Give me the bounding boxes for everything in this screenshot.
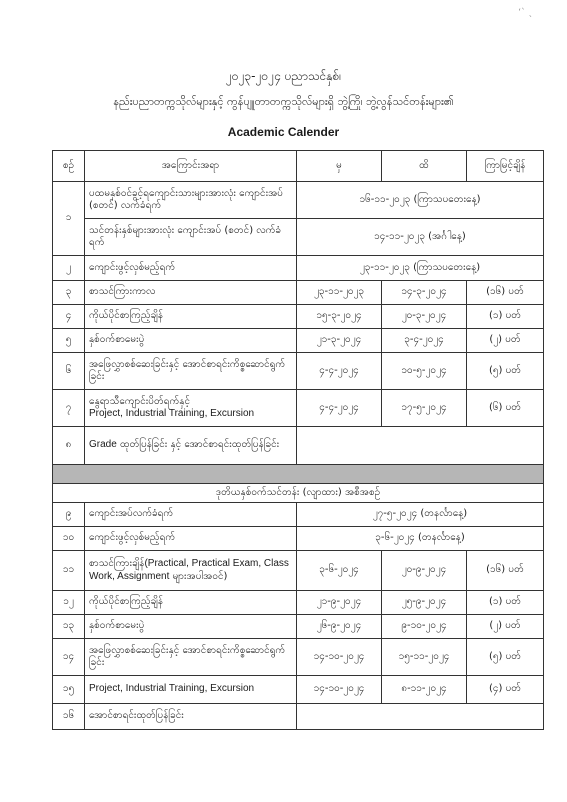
row-no: ၆ bbox=[53, 353, 85, 390]
row-date: ၂၃-၁၁-၂၀၂၃ (ကြာသပတေးနေ့) bbox=[297, 256, 544, 281]
table-row bbox=[53, 390, 544, 427]
row-no: ၁၁ bbox=[53, 551, 85, 591]
row-date: ၁၆-၁၁-၂၀၂၃ (ကြာသပတေးနေ့) bbox=[297, 182, 544, 219]
table-row bbox=[53, 329, 544, 353]
academic-calendar-table bbox=[52, 150, 544, 730]
row-activity: နှစ်ဝက်စာမေးပွဲ bbox=[85, 329, 297, 353]
row-from: ၂၁-၃-၂၀၂၄ bbox=[297, 329, 382, 353]
row-from: ၄-၄-၂၀၂၄ bbox=[297, 353, 382, 390]
table-row bbox=[53, 281, 544, 305]
row-activity bbox=[85, 390, 297, 427]
row-activity: အဖြေလွှာစစ်ဆေးခြင်းနှင့် အောင်စာရင်းကိစ္စဆောင်ရွက်ခြင်း bbox=[85, 639, 297, 676]
row-no: ၁ bbox=[53, 182, 85, 256]
row-activity: သင်တန်းနှစ်များအားလုံး ကျောင်းအပ် (စတင်) လက်ခံရက် bbox=[85, 219, 297, 256]
row-activity: ကိုယ်ပိုင်စာကြည့်ချိန် bbox=[85, 305, 297, 329]
table-row bbox=[53, 182, 544, 219]
table-row bbox=[53, 353, 544, 390]
row-no: ၉ bbox=[53, 503, 85, 527]
table-row bbox=[53, 551, 544, 591]
row-activity: စာသင်ကြားကာလ bbox=[85, 281, 297, 305]
table-row bbox=[53, 639, 544, 676]
row-duration: (၁၆) ပတ် bbox=[467, 281, 544, 305]
section-title-row bbox=[53, 484, 544, 503]
row-date: ၂၇-၅-၂၀၂၄ (တနင်္လာနေ့) bbox=[297, 503, 544, 527]
row-from: ၁၄-၁၀-၂၀၂၄ bbox=[297, 639, 382, 676]
row-duration: (၆) ပတ် bbox=[467, 390, 544, 427]
row-date-empty bbox=[297, 704, 544, 730]
row-to: ၂၀-၉-၂၀၂၄ bbox=[382, 551, 467, 591]
row-no: ၁၅ bbox=[53, 676, 85, 704]
row-no: ၁၃ bbox=[53, 615, 85, 639]
row-no: ၄ bbox=[53, 305, 85, 329]
header-activity: အကြောင်းအရာ bbox=[85, 151, 297, 182]
row-no: ၁၄ bbox=[53, 639, 85, 676]
row-activity-text: ထုတ်ပြန်ခြင်း နှင့် အောင်စာရင်းထုတ်ပြန်ခြင်း bbox=[119, 439, 280, 451]
row-activity bbox=[85, 551, 297, 591]
row-activity-text: စာသင်ကြားချိန် bbox=[89, 558, 145, 569]
row-to: ၂၅-၉-၂၀၂၄ bbox=[382, 591, 467, 615]
row-activity-en: Grade bbox=[89, 439, 117, 451]
row-date: ၃-၆-၂၀၂၄ (တနင်္လာနေ့) bbox=[297, 527, 544, 551]
row-from: ၂၃-၁၁-၂၀၂၃ bbox=[297, 281, 382, 305]
row-to: ၉-၁၀-၂၀၂၄ bbox=[382, 615, 467, 639]
row-from: ၄-၄-၂၀၂၄ bbox=[297, 390, 382, 427]
row-activity-tail: များအပါအဝင်) bbox=[172, 570, 228, 582]
header-duration: ကြာမြင့်ချိန် bbox=[467, 151, 544, 182]
row-date-empty bbox=[297, 427, 544, 465]
row-activity: ပထမနှစ်ဝင်ခွင့်ရကျောင်းသားများအားလုံး ကျောင်းအပ် (စတင်) လက်ခံရက် bbox=[85, 182, 297, 219]
row-duration: (၂) ပတ် bbox=[467, 329, 544, 353]
row-activity: အဖြေလွှာစစ်ဆေးခြင်းနှင့် အောင်စာရင်းကိစ္စဆောင်ရွက်ခြင်း bbox=[85, 353, 297, 390]
header-from: မှ bbox=[297, 151, 382, 182]
row-activity: ကျောင်းဖွင့်လှစ်မည့်ရက် bbox=[85, 527, 297, 551]
header-no: စဉ် bbox=[53, 151, 85, 182]
table-row bbox=[53, 615, 544, 639]
row-to: ၁၅-၁၁-၂၀၂၄ bbox=[382, 639, 467, 676]
row-to: ၁၇-၅-၂၀၂၄ bbox=[382, 390, 467, 427]
universities-heading: နည်းပညာတက္ကသိုလ်များနှင့် ကွန်ပျူတာတက္ကသိုလ်များရှိ ဘွဲ့ကြို၊ ဘွဲ့လွန်သင်တန်းများ၏ bbox=[113, 95, 454, 108]
table-row bbox=[53, 219, 544, 256]
row-activity-text: နွေရာသီကျောင်းပိတ်ရက်နှင့် bbox=[89, 395, 190, 407]
table-row bbox=[53, 256, 544, 281]
table-row bbox=[53, 503, 544, 527]
row-duration: (၁) ပတ် bbox=[467, 591, 544, 615]
row-activity: နှစ်ဝက်စာမေးပွဲ bbox=[85, 615, 297, 639]
row-no: ၈ bbox=[53, 427, 85, 465]
row-from: ၃-၆-၂၀၂၄ bbox=[297, 551, 382, 591]
row-from: ၁၄-၁၀-၂၀၂၄ bbox=[297, 676, 382, 704]
row-to: ၈-၁၁-၂၀၂၄ bbox=[382, 676, 467, 704]
row-no: ၇ bbox=[53, 390, 85, 427]
row-to: ၃-၄-၂၀၂၄ bbox=[382, 329, 467, 353]
row-no: ၁၀ bbox=[53, 527, 85, 551]
row-duration: (၁၆) ပတ် bbox=[467, 551, 544, 591]
semester2-title: ဒုတိယနှစ်ဝက်သင်တန်း (လျာထား) အစီအစဉ် bbox=[53, 484, 544, 503]
table-row bbox=[53, 704, 544, 730]
row-duration: (၁) ပတ် bbox=[467, 305, 544, 329]
table-row bbox=[53, 527, 544, 551]
corner-mark: ʻ` ˎ bbox=[518, 8, 533, 18]
table-row bbox=[53, 427, 544, 465]
row-duration: (၂) ပတ် bbox=[467, 615, 544, 639]
row-activity: အောင်စာရင်းထုတ်ပြန်ခြင်း bbox=[85, 704, 297, 730]
table-row bbox=[53, 305, 544, 329]
row-activity bbox=[85, 427, 297, 465]
row-no: ၂ bbox=[53, 256, 85, 281]
row-to: ၁၄-၃-၂၀၂၄ bbox=[382, 281, 467, 305]
table-header-row bbox=[53, 151, 544, 182]
table-row bbox=[53, 676, 544, 704]
row-activity-en: Project, Industrial Training, Excursion bbox=[85, 676, 297, 704]
row-activity: ကိုယ်ပိုင်စာကြည့်ချိန် bbox=[85, 591, 297, 615]
row-no: ၃ bbox=[53, 281, 85, 305]
row-date: ၁၄-၁၁-၂၀၂၃ (အင်္ဂါနေ့) bbox=[297, 219, 544, 256]
row-activity: ကျောင်းအပ်လက်ခံရက် bbox=[85, 503, 297, 527]
row-no: ၅ bbox=[53, 329, 85, 353]
academic-year-heading: ၂၀၂၃-၂၀၂၄ ပညာသင်နှစ်၊ bbox=[225, 69, 342, 83]
row-duration: (၄) ပတ် bbox=[467, 676, 544, 704]
row-to: ၂၀-၃-၂၀၂၄ bbox=[382, 305, 467, 329]
row-activity-en: (Practical, Practical Exam, Class Work, Assignment bbox=[89, 558, 289, 582]
section-divider bbox=[53, 465, 544, 484]
row-no: ၁၂ bbox=[53, 591, 85, 615]
row-no: ၁၆ bbox=[53, 704, 85, 730]
section-divider-row bbox=[53, 465, 544, 484]
header-to: ထိ bbox=[382, 151, 467, 182]
row-activity-en: Project, Industrial Training, Excursion bbox=[89, 408, 255, 419]
row-to: ၁၀-၅-၂၀၂၄ bbox=[382, 353, 467, 390]
row-duration: (၅) ပတ် bbox=[467, 353, 544, 390]
document-title: Academic Calender bbox=[227, 125, 340, 139]
row-from: ၁၅-၃-၂၀၂၄ bbox=[297, 305, 382, 329]
row-from: ၂၁-၉-၂၀၂၄ bbox=[297, 591, 382, 615]
table-row bbox=[53, 591, 544, 615]
row-activity: ကျောင်းဖွင့်လှစ်မည့်ရက် bbox=[85, 256, 297, 281]
row-duration: (၅) ပတ် bbox=[467, 639, 544, 676]
row-from: ၂၆-၉-၂၀၂၄ bbox=[297, 615, 382, 639]
